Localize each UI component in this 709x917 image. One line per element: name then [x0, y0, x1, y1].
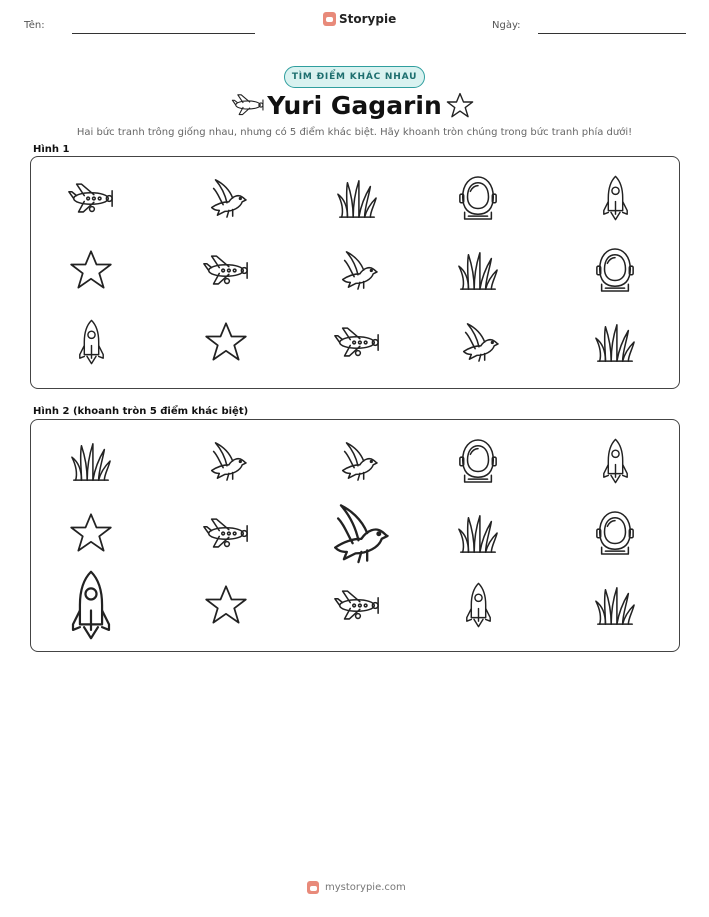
figure1-grass-icon — [594, 321, 636, 363]
figure2-astronaut-helmet-icon[interactable] — [457, 437, 499, 485]
brand-name: Storypie — [339, 12, 397, 26]
figure1-rocket-icon — [78, 318, 105, 366]
figure2-airplane-icon[interactable] — [333, 589, 381, 622]
figure1-astronaut-helmet-icon — [594, 246, 636, 294]
figure1-label: Hình 1 — [33, 144, 70, 155]
figure2-grass-icon[interactable] — [457, 512, 499, 554]
footer — [307, 881, 406, 894]
title-row — [0, 88, 709, 126]
figure1-rocket-icon — [602, 174, 629, 222]
storypie-logo — [323, 12, 396, 26]
name-label: Tên: — [24, 20, 45, 31]
figure2-rocket-icon[interactable] — [465, 581, 492, 629]
figure2-label: Hình 2 (khoanh tròn 5 điểm khác biệt) — [33, 406, 249, 417]
figure1-grass-icon — [457, 249, 499, 291]
figure1-airplane-icon — [202, 254, 250, 287]
figure2-bird-icon[interactable] — [204, 440, 248, 482]
date-label: Ngày: — [492, 20, 521, 31]
figure2-bird-icon[interactable] — [335, 440, 379, 482]
page-title: Yuri Gagarin — [267, 91, 442, 120]
figure1-bird-icon — [335, 249, 379, 291]
figure1-star-icon — [204, 321, 248, 363]
figure1-star-icon — [69, 249, 113, 291]
storypie-logo-icon — [323, 12, 336, 26]
activity-badge: TÌM ĐIỂM KHÁC NHAU — [284, 66, 425, 88]
figure1-bird-icon — [456, 321, 500, 363]
title-star-icon — [446, 92, 474, 119]
footer-logo-icon — [307, 881, 319, 894]
figure2-rocket-icon[interactable] — [602, 437, 629, 485]
figure1-airplane-icon — [333, 326, 381, 359]
footer-site[interactable]: mystorypie.com — [325, 882, 406, 893]
figure2-astronaut-helmet-icon[interactable] — [594, 509, 636, 557]
figure2-grass-icon[interactable] — [594, 584, 636, 626]
figure2-star-icon[interactable] — [69, 512, 113, 554]
instructions-text: Hai bức tranh trông giống nhau, nhưng có 5 điểm khác biệt. Hãy khoanh tròn chúng trong bức tranh phía dưới! — [76, 127, 633, 138]
figure2-bird-icon[interactable] — [323, 501, 391, 565]
figure2-airplane-icon[interactable] — [202, 517, 250, 550]
figure1-airplane-icon — [67, 182, 115, 215]
figure1-grass-icon — [336, 177, 378, 219]
figure1-astronaut-helmet-icon — [457, 174, 499, 222]
figure2-star-icon[interactable] — [204, 584, 248, 626]
name-line[interactable] — [72, 33, 255, 34]
figure2-grass-icon[interactable] — [70, 440, 112, 482]
figure1-bird-icon — [204, 177, 248, 219]
figure2-rocket-icon[interactable] — [69, 569, 113, 641]
date-line[interactable] — [538, 33, 686, 34]
